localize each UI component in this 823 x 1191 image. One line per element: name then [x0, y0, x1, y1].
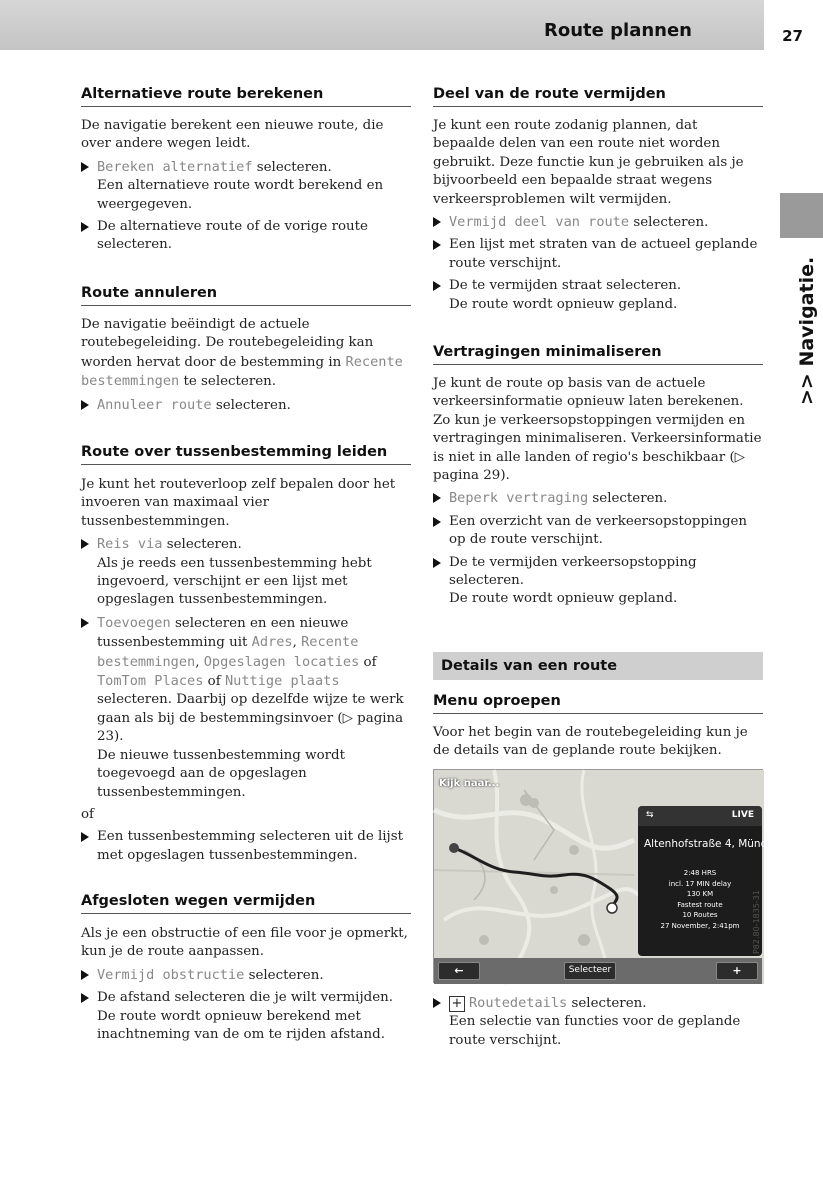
destination-address: Altenhofstraße 4, Münc...: [644, 838, 777, 850]
step-text: Een lijst met straten van de actueel geplande route verschijnt.: [449, 237, 758, 271]
heading-menu-call: Menu oproepen: [433, 693, 763, 714]
intro-text-part: te selecteren.: [183, 374, 277, 390]
step-text: selecteren.: [166, 537, 242, 553]
step-result: Een alternatieve route wordt berekend en weergegeven.: [97, 178, 384, 212]
nearby-label[interactable]: Kijk naar...: [439, 778, 500, 789]
step-result: De route wordt opnieuw gepland.: [449, 296, 678, 312]
step-arrow-icon: [81, 162, 89, 172]
step-text: selecteren.: [633, 215, 709, 231]
step-text: selecteren en een nieuwe tussenbestemming uit: [97, 615, 349, 651]
step-result: De nieuwe tussenbestemming wordt toegevoegd aan de opgeslagen tussenbestemmingen.: [97, 747, 345, 800]
menu-option-annuleer-route: Annuleer route: [97, 396, 212, 413]
step-arrow-icon: [81, 400, 89, 410]
menu-option-beperk-vertraging: Beperk vertraging: [449, 490, 589, 507]
section-alternative-route: [81, 117, 411, 259]
step-arrow-icon: [81, 618, 89, 628]
heading-blocked-roads: Afgesloten wegen vermijden: [81, 893, 411, 914]
step-text: De afstand selecteren die je wilt vermijden.: [97, 990, 393, 1006]
step-text: selecteren.: [571, 996, 647, 1011]
step-item: [433, 513, 763, 550]
routes-count: 10 Routes: [682, 911, 718, 919]
section-avoid-part: [433, 117, 763, 318]
intro-text: Je kunt het routeverloop zelf bepalen door het invoeren van maximaal vier tussenbestemmingen.: [81, 477, 396, 529]
step-result: Een selectie van functies voor de geplande route verschijnt.: [449, 1014, 741, 1048]
screen-bottom-bar: [434, 958, 762, 984]
route-summary: [638, 868, 762, 931]
step-text: Een tussenbestemming selecteren uit de lijst met opgeslagen tussenbestemmingen.: [97, 829, 403, 863]
heading-avoid-part: Deel van de route vermijden: [433, 86, 763, 107]
step-item: [81, 614, 411, 802]
menu-option-bereken-alternatief: Bereken alternatief: [97, 158, 253, 175]
menu-option-recente-bestemmingen: Recente bestemmingen: [81, 353, 403, 390]
step-arrow-icon: [433, 240, 441, 250]
section-minimize-delays: [433, 375, 763, 613]
travel-time: 2:48 HRS: [683, 869, 717, 877]
step-text: selecteren.: [592, 491, 668, 507]
select-button[interactable]: Selecteer: [564, 962, 616, 980]
step-item: [81, 966, 411, 985]
step-arrow-icon: [433, 281, 441, 291]
step-result: Als je reeds een tussenbestemming hebt ingevoerd, verschijnt er een lijst met opgeslagen tussenbestemmingen.: [97, 555, 372, 608]
step-text: De te vermijden straat selecteren.: [449, 278, 682, 294]
heading-via-route: Route over tussenbestemming leiden: [81, 444, 411, 465]
back-button[interactable]: ←: [438, 962, 480, 980]
step-arrow-icon: [81, 832, 89, 842]
step-item: [433, 213, 763, 232]
intro-text-part: De navigatie beëindigt de actuele routebegeleiding. De routebegeleiding kan worden hervat door de bestemming in: [81, 317, 374, 370]
route-distance: 130 KM: [686, 890, 714, 898]
or-label: of: [81, 806, 95, 822]
arrival-time: 27 November, 2:41pm: [660, 921, 740, 930]
menu-option-opgeslagen-locaties: Opgeslagen locaties: [203, 653, 360, 670]
separator: ,: [195, 654, 200, 670]
step-text: of: [207, 674, 221, 690]
menu-option-recente-bestemmingen: Recente bestemmingen: [97, 634, 359, 670]
step-text: selecteren.: [256, 159, 332, 175]
step-text: selecteren.: [215, 397, 291, 413]
route-info-panel: [638, 806, 777, 956]
step-item: [81, 535, 411, 610]
step-arrow-icon: [433, 217, 441, 227]
intro-text: Je kunt de route op basis van de actuele verkeersinformatie opnieuw laten berekenen. Zo kun je verkeersopstoppingen vermijden en vertragingen minimaliseren. Verkeersinformatie is niet in alle landen of regio's beschikbaar (▷ pagina 29).: [433, 376, 762, 484]
header-bar: [0, 0, 764, 50]
menu-option-nuttige-plaats: Nuttige plaats: [224, 673, 340, 690]
step-arrow-icon: [433, 558, 441, 568]
step-text: selecteren. Daarbij op dezelfde wijze te werk gaan als bij de bestemmingsinvoer (▷ pagina 23).: [97, 692, 404, 745]
menu-option-adres: Adres: [251, 634, 293, 651]
menu-option-vermijd-obstructie: Vermijd obstructie: [97, 966, 245, 983]
intro-text: De navigatie berekent een nieuwe route, die over andere wegen leidt.: [81, 118, 384, 152]
step-arrow-icon: [433, 493, 441, 503]
step-arrow-icon: [81, 970, 89, 980]
step-arrow-icon: [433, 998, 441, 1008]
separator: ,: [292, 635, 297, 651]
step-item: [433, 994, 763, 1050]
traffic-delay: incl. 17 MIN delay: [668, 879, 732, 888]
heading-alternative-route: Alternatieve route berekenen: [81, 86, 411, 107]
step-item: [81, 828, 411, 865]
step-arrow-icon: [81, 993, 89, 1003]
section-route-details-step: [433, 994, 763, 1054]
step-item: [81, 396, 411, 415]
intro-text: [81, 316, 411, 392]
section-blocked-roads: [81, 925, 411, 1048]
step-result: De route wordt opnieuw berekend met inachtneming van de om te rijden afstand.: [97, 1008, 385, 1043]
live-indicator: LIVE: [731, 810, 754, 820]
step-text: selecteren.: [248, 967, 324, 983]
menu-option-tomtom-places: TomTom Places: [97, 673, 204, 690]
plus-button[interactable]: +: [716, 962, 758, 980]
navigation-screenshot: [433, 769, 777, 983]
step-text: Een overzicht van de verkeersopstoppingen op de route verschijnt.: [449, 513, 748, 548]
heading-cancel-route: Route annuleren: [81, 285, 411, 306]
step-item: [81, 158, 411, 214]
intro-text: Je kunt een route zodanig plannen, dat bepaalde delen van een route niet worden gebruikt. Deze functie kun je gebruiken als je bijvoorbeeld een bepaalde straat wegens verkeersproblemen wilt vermijden.: [433, 118, 744, 207]
info-panel-header: [638, 806, 762, 826]
step-text: of: [363, 654, 377, 670]
plus-key-icon: +: [449, 996, 465, 1012]
section-route-details-intro: [433, 724, 763, 765]
heading-route-details: Details van een route: [433, 652, 763, 680]
menu-option-toevoegen: Toevoegen: [97, 614, 171, 631]
menu-option-vermijd-deel-van-route: Vermijd deel van route: [449, 214, 630, 231]
step-item: [433, 236, 763, 273]
page-title: Route plannen: [544, 20, 692, 41]
heading-minimize-delays: Vertragingen minimaliseren: [433, 344, 763, 365]
step-arrow-icon: [433, 517, 441, 527]
menu-option-reis-via: Reis via: [97, 536, 163, 553]
step-text: De alternatieve route of de vorige route selecteren.: [97, 219, 368, 253]
section-via-route: [81, 476, 411, 869]
step-text: De te vermijden verkeersopstopping selecteren.: [449, 554, 697, 589]
step-result: De route wordt opnieuw gepland.: [449, 591, 678, 607]
intro-text: Voor het begin van de routebegeleiding kun je de details van de geplande route bekijken.: [433, 725, 748, 759]
route-overview-icon[interactable]: ⇆: [646, 810, 654, 820]
step-item: [433, 489, 763, 508]
page-number: 27: [782, 27, 803, 45]
section-cancel-route: [81, 316, 411, 419]
side-section-label: >> Navigatie.: [796, 256, 818, 405]
step-item: [433, 277, 763, 314]
step-arrow-icon: [81, 222, 89, 232]
step-item: [81, 989, 411, 1044]
route-type: Fastest route: [677, 900, 723, 909]
intro-text: Als je een obstructie of een file voor je opmerkt, kun je de route aanpassen.: [81, 926, 408, 960]
step-item: [81, 218, 411, 255]
step-arrow-icon: [81, 539, 89, 549]
side-tab-marker: [780, 193, 823, 238]
figure-code: P82.80-1835-31: [752, 890, 761, 955]
step-item: [433, 554, 763, 609]
menu-option-routedetails: Routedetails: [469, 995, 568, 1011]
